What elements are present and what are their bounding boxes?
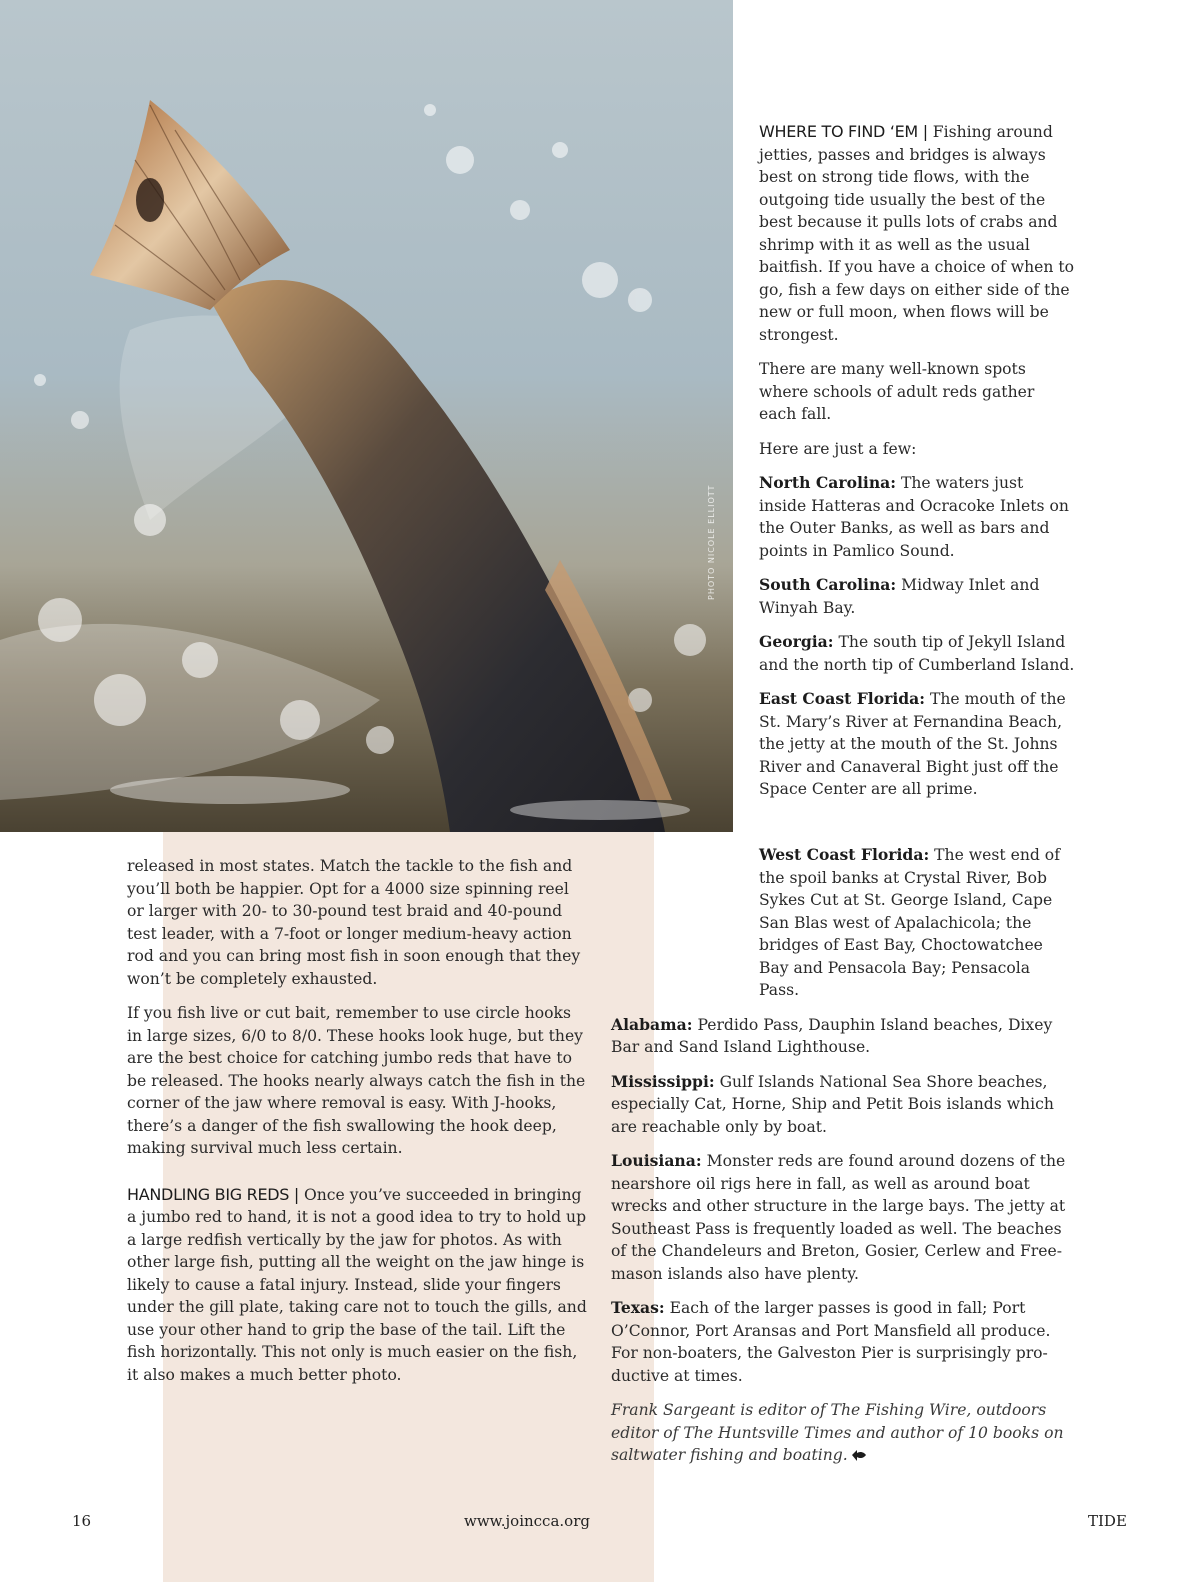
handling-text: Once you’ve succeeded in bringing a jumbo red to hand, it is not a good idea to try to hold up a large redfish vertically by the jaw for photos. As with other large fish, putting all the weight on the jaw hinge is likely to cause a fatal injury. Instead, slide your fingers under the gill plate, taking care not to touch the gills, and use your other hand to grip the base of the tail. Lift the fish horizontally. This not only is much easier on the fish, it also makes a much better photo. [127, 1185, 587, 1384]
state-label: Mississippi: [611, 1071, 715, 1091]
state-label: Georgia: [759, 632, 834, 651]
spot-text: The west end of the spoil banks at Crystal River, Bob Sykes Cut at St. George Island, Cape San Blas west of Apalachicola; the bridges of East Bay, Choctowatchee Bay and Pensacola Bay; Pensacola Pass. [759, 846, 1060, 999]
byline-text: Frank Sargeant is editor of The Fishing Wire, outdoors editor of The Huntsville Times and author of 10 books on saltwater fishing and boating. [611, 1401, 1064, 1464]
spot-text: The waters just inside Hatteras and Ocracoke Inlets on the Outer Banks, as well as bars and points in Pamlico Sound. [759, 474, 1069, 560]
state-label: Texas: [611, 1298, 665, 1317]
where-paragraph-1 [759, 121, 1075, 346]
spot-south-carolina [759, 574, 1075, 619]
spot-georgia [759, 631, 1075, 676]
handling-paragraph [127, 1184, 587, 1387]
spot-text: Monster reds are found around dozens of the nearshore oil rigs here in fall, as well as around boat wrecks and other structure in the large bays. The jetty at Southeast Pass is frequently loaded as well. The beaches of the Chandeleurs and Breton, Gosier, Cerlew and Free-mason islands also have plenty. [611, 1152, 1066, 1283]
author-byline [611, 1399, 1073, 1467]
spot-mississippi [611, 1071, 1073, 1139]
photo-credit: PHOTO NICOLE ELLIOTT [707, 484, 716, 600]
spot-north-carolina [759, 472, 1075, 562]
redfish-tail-illustration [0, 0, 733, 832]
spot-text: The south tip of Jekyll Island and the north tip of Cumberland Island. [759, 633, 1075, 674]
state-label: Louisiana: [611, 1151, 702, 1170]
spot-text: Perdido Pass, Dauphin Island beaches, Dixey Bar and Sand Island Lighthouse. [611, 1015, 1053, 1056]
spot-alabama [611, 1014, 1073, 1059]
spot-text: Midway Inlet and Winyah Bay. [759, 576, 1040, 617]
where-to-find-heading: WHERE TO FIND ‘EM | [759, 122, 928, 141]
handling-big-reds-heading: HANDLING BIG REDS | [127, 1184, 300, 1204]
state-label: West Coast Florida: [759, 845, 930, 864]
spot-east-coast-florida [759, 688, 1075, 801]
state-label: East Coast Florida: [759, 689, 926, 708]
state-label: Alabama: [611, 1014, 693, 1034]
spot-text: Each of the larger passes is good in fall; Port O’Connor, Port Aransas and Port Mansfield all produce. For non-boaters, the Galveston Pier is surprisingly pro-ductive at times. [611, 1299, 1051, 1385]
where-paragraph-3: Here are just a few: [759, 439, 917, 458]
spot-louisiana [611, 1150, 1073, 1285]
spot-text: Gulf Islands National Sea Shore beaches, especially Cat, Horne, Ship and Petit Bois islands which are reachable only by boat. [611, 1072, 1054, 1136]
fish-end-mark-icon [852, 1450, 866, 1461]
spot-text: The mouth of the St. Mary’s River at Fernandina Beach, the jetty at the mouth of the St. Johns River and Canaveral Bight just off the Space Center are all prime. [759, 690, 1066, 798]
footer-url[interactable]: www.joincca.org [464, 1512, 590, 1530]
right-column-lower [611, 844, 1073, 1479]
state-label: North Carolina: [759, 473, 897, 492]
page-number: 16 [72, 1512, 92, 1530]
left-paragraph-1: released in most states. Match the tackle to the fish and you’ll both be happier. Opt for a 4000 size spinning reel or larger with 20- to 30-pound test braid and 40-pound test leader, with a 7-foot or longer medium-heavy action rod and you can bring most fish in soon enough that they won’t be completely exhausted. [127, 857, 581, 988]
spot-west-coast-florida [611, 844, 1073, 1002]
left-paragraph-2: If you fish live or cut bait, remember to use circle hooks in large sizes, 6/0 to 8/0. These hooks look huge, but they are the best choice for catching jumbo reds that have to be released. The hooks nearly always catch the fish in the corner of the jaw where removal is easy. With J-hooks, there’s a danger of the fish swallowing the hook deep, making survival much less certain. [127, 1004, 586, 1157]
left-column [127, 855, 587, 1398]
spot-texas [611, 1297, 1073, 1387]
magazine-name: TIDE [1088, 1512, 1127, 1530]
right-column-upper [759, 121, 1075, 813]
state-label: South Carolina: [759, 575, 897, 594]
where-paragraph-2: There are many well-known spots where schools of adult reds gather each fall. [759, 360, 1035, 423]
redfish-tail-photo [0, 0, 733, 832]
where-text-1: Fishing around jetties, passes and bridges is always best on strong tide flows, with the outgoing tide usually the best of the best because it pulls lots of crabs and shrimp with it as well as the usual baitfish. If you have a choice of when to go, fish a few days on either side of the new or full moon, when flows will be strongest. [759, 123, 1075, 344]
